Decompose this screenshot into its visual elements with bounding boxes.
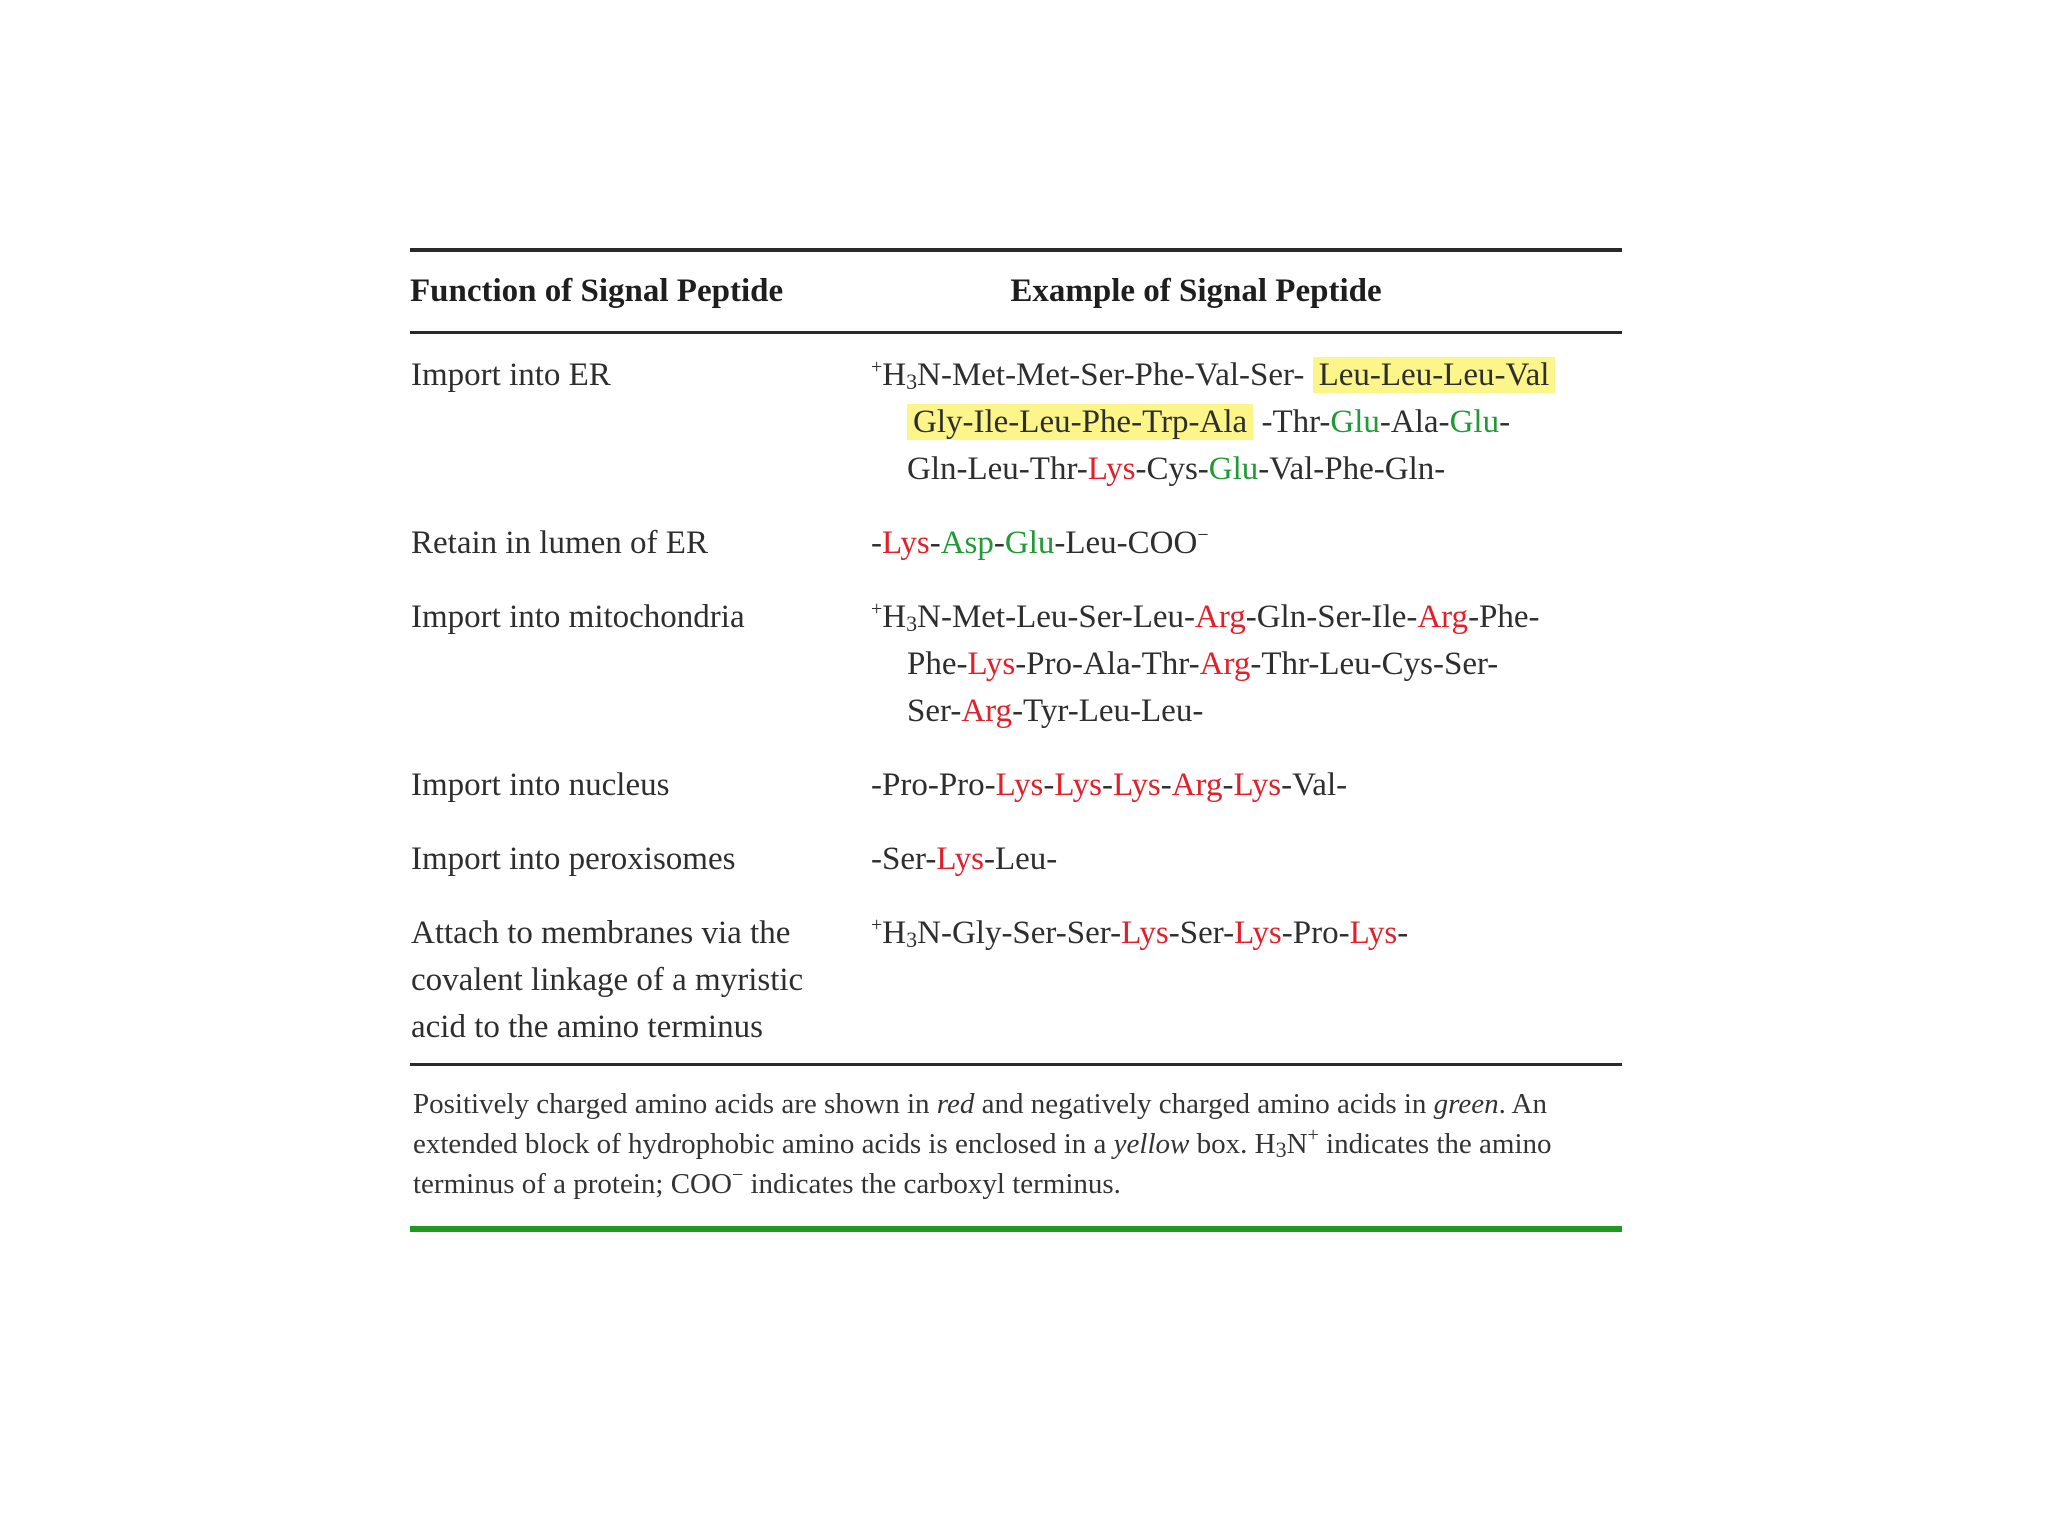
positive-residue: Lys — [882, 525, 930, 561]
italic-text: green — [1433, 1088, 1499, 1120]
table-body — [410, 334, 1622, 1063]
positive-residue: Lys — [936, 841, 984, 877]
positive-residue: Lys — [1349, 915, 1398, 951]
sequence-line — [871, 836, 1622, 883]
negative-residue: Glu — [1330, 404, 1380, 440]
italic-text: red — [936, 1088, 975, 1120]
hydrophobic-block: Leu-Leu-Leu-Val — [1313, 357, 1556, 393]
sequence-cell — [871, 352, 1622, 493]
text-segment: -Thr-Leu-Cys-Ser- — [1250, 646, 1499, 682]
superscript: + — [871, 356, 883, 378]
text-segment: Phe- — [907, 646, 968, 682]
text-segment: H — [882, 599, 907, 635]
text-segment: -Tyr-Leu-Leu- — [1012, 693, 1204, 729]
sequence-cell — [871, 762, 1622, 809]
text-segment: indicates the carboxyl terminus. — [743, 1168, 1121, 1200]
text-segment: N-Met-Leu-Ser-Leu- — [917, 599, 1195, 635]
positive-residue: Lys — [1121, 915, 1169, 951]
superscript: − — [1197, 524, 1209, 546]
positive-residue: Arg — [1417, 599, 1469, 635]
text-segment: -Pro-Ala-Thr- — [1015, 646, 1200, 682]
header-example: Example of Signal Peptide — [1010, 273, 1382, 309]
text-segment: -Pro-Pro- — [871, 767, 996, 803]
superscript: − — [731, 1164, 744, 1186]
text-segment: -Thr- — [1253, 404, 1331, 440]
table-row — [410, 910, 1622, 1051]
text-segment: N-Gly-Ser-Ser- — [917, 915, 1122, 951]
function-cell: Import into nucleus — [411, 767, 670, 803]
text-segment: Gln-Leu-Thr- — [907, 451, 1088, 487]
text-segment: H — [882, 915, 907, 951]
text-segment: - — [1222, 767, 1234, 803]
sequence-line — [871, 520, 1622, 567]
subscript: 3 — [1275, 1137, 1287, 1162]
header-function: Function of Signal Peptide — [410, 273, 784, 309]
table-row — [410, 836, 1622, 883]
text-segment: -Pro- — [1281, 915, 1350, 951]
sequence-line — [871, 688, 1622, 735]
positive-residue: Lys — [1087, 451, 1136, 487]
subscript: 3 — [906, 927, 918, 952]
text-segment: -Ala- — [1379, 404, 1450, 440]
text-segment: -Phe- — [1468, 599, 1540, 635]
text-segment: indicates the amino terminus of a protein; COO — [413, 1128, 1552, 1200]
positive-residue: Lys — [1233, 767, 1282, 803]
sequence-line — [871, 594, 1622, 641]
text-segment: -Cys- — [1135, 451, 1209, 487]
text-segment: H — [882, 357, 907, 393]
function-cell — [410, 910, 871, 1051]
text-segment: -Leu- — [984, 841, 1058, 877]
text-segment: -Gln-Ser-Ile- — [1245, 599, 1418, 635]
function-cell: Import into peroxisomes — [411, 841, 736, 877]
green-rule — [410, 1226, 1622, 1232]
positive-residue: Arg — [1171, 767, 1223, 803]
sequence-cell — [871, 910, 1622, 1051]
sequence-line — [871, 352, 1622, 399]
table-row — [410, 352, 1622, 493]
sequence-cell — [871, 520, 1622, 567]
hydrophobic-block: Gly-Ile-Leu-Phe-Trp-Ala — [907, 404, 1253, 440]
positive-residue: Arg — [1195, 599, 1246, 635]
positive-residue: Arg — [961, 693, 1013, 729]
text-segment: -Val- — [1281, 767, 1348, 803]
text-segment: and negatively charged amino acids in — [974, 1088, 1434, 1120]
superscript: + — [871, 914, 883, 936]
table-header — [410, 252, 1622, 331]
text-segment: Positively charged amino acids are shown in — [413, 1088, 937, 1120]
text-segment: - — [929, 525, 941, 561]
text-segment: . An extended block of hydrophobic amino acids is enclosed in a — [413, 1088, 1547, 1160]
function-line: covalent linkage of a myristic — [411, 962, 804, 998]
sequence-line — [871, 399, 1622, 446]
sequence-line — [871, 641, 1622, 688]
positive-residue: Lys — [995, 767, 1044, 803]
function-line: Attach to membranes via the — [411, 915, 791, 951]
subscript: 3 — [906, 369, 918, 394]
text-segment: - — [1102, 767, 1114, 803]
table-row — [410, 762, 1622, 809]
table-row — [410, 594, 1622, 735]
text-segment: - — [1160, 767, 1172, 803]
text-segment: -Ser- — [871, 841, 937, 877]
subscript: 3 — [906, 611, 918, 636]
text-segment: N — [1286, 1128, 1308, 1160]
sequence-line — [871, 762, 1622, 809]
signal-peptide-table — [410, 248, 1622, 1232]
positive-residue: Lys — [967, 646, 1016, 682]
text-segment: box. H — [1189, 1128, 1276, 1160]
function-cell: Import into ER — [411, 357, 611, 393]
text-segment: -Ser- — [1168, 915, 1235, 951]
text-segment: - — [1397, 915, 1409, 951]
table-row — [410, 520, 1622, 567]
function-cell: Retain in lumen of ER — [411, 525, 708, 561]
sequence-cell — [871, 836, 1622, 883]
positive-residue: Arg — [1199, 646, 1251, 682]
superscript: + — [1307, 1124, 1319, 1146]
function-cell: Import into mitochondria — [411, 599, 745, 635]
italic-text: yellow — [1113, 1128, 1190, 1160]
sequence-line — [871, 446, 1622, 493]
positive-residue: Lys — [1113, 767, 1161, 803]
negative-residue: Glu — [1004, 525, 1055, 561]
positive-residue: Lys — [1054, 767, 1103, 803]
text-segment: -Val-Phe-Gln- — [1258, 451, 1446, 487]
superscript: + — [871, 598, 883, 620]
sequence-cell — [871, 594, 1622, 735]
sequence-line — [871, 910, 1622, 957]
positive-residue: Lys — [1234, 915, 1282, 951]
negative-residue: Glu — [1449, 404, 1500, 440]
text-segment: - — [1043, 767, 1055, 803]
text-segment: Ser- — [907, 693, 962, 729]
text-segment: -Leu-COO — [1054, 525, 1198, 561]
text-segment: N-Met-Met-Ser-Phe-Val-Ser- — [917, 357, 1313, 393]
negative-residue: Glu — [1208, 451, 1259, 487]
text-segment: - — [871, 525, 882, 561]
negative-residue: Asp — [940, 525, 994, 561]
function-line: acid to the amino terminus — [411, 1009, 763, 1045]
text-segment: - — [993, 525, 1005, 561]
text-segment: - — [1499, 404, 1511, 440]
table-footnote — [410, 1066, 1622, 1204]
